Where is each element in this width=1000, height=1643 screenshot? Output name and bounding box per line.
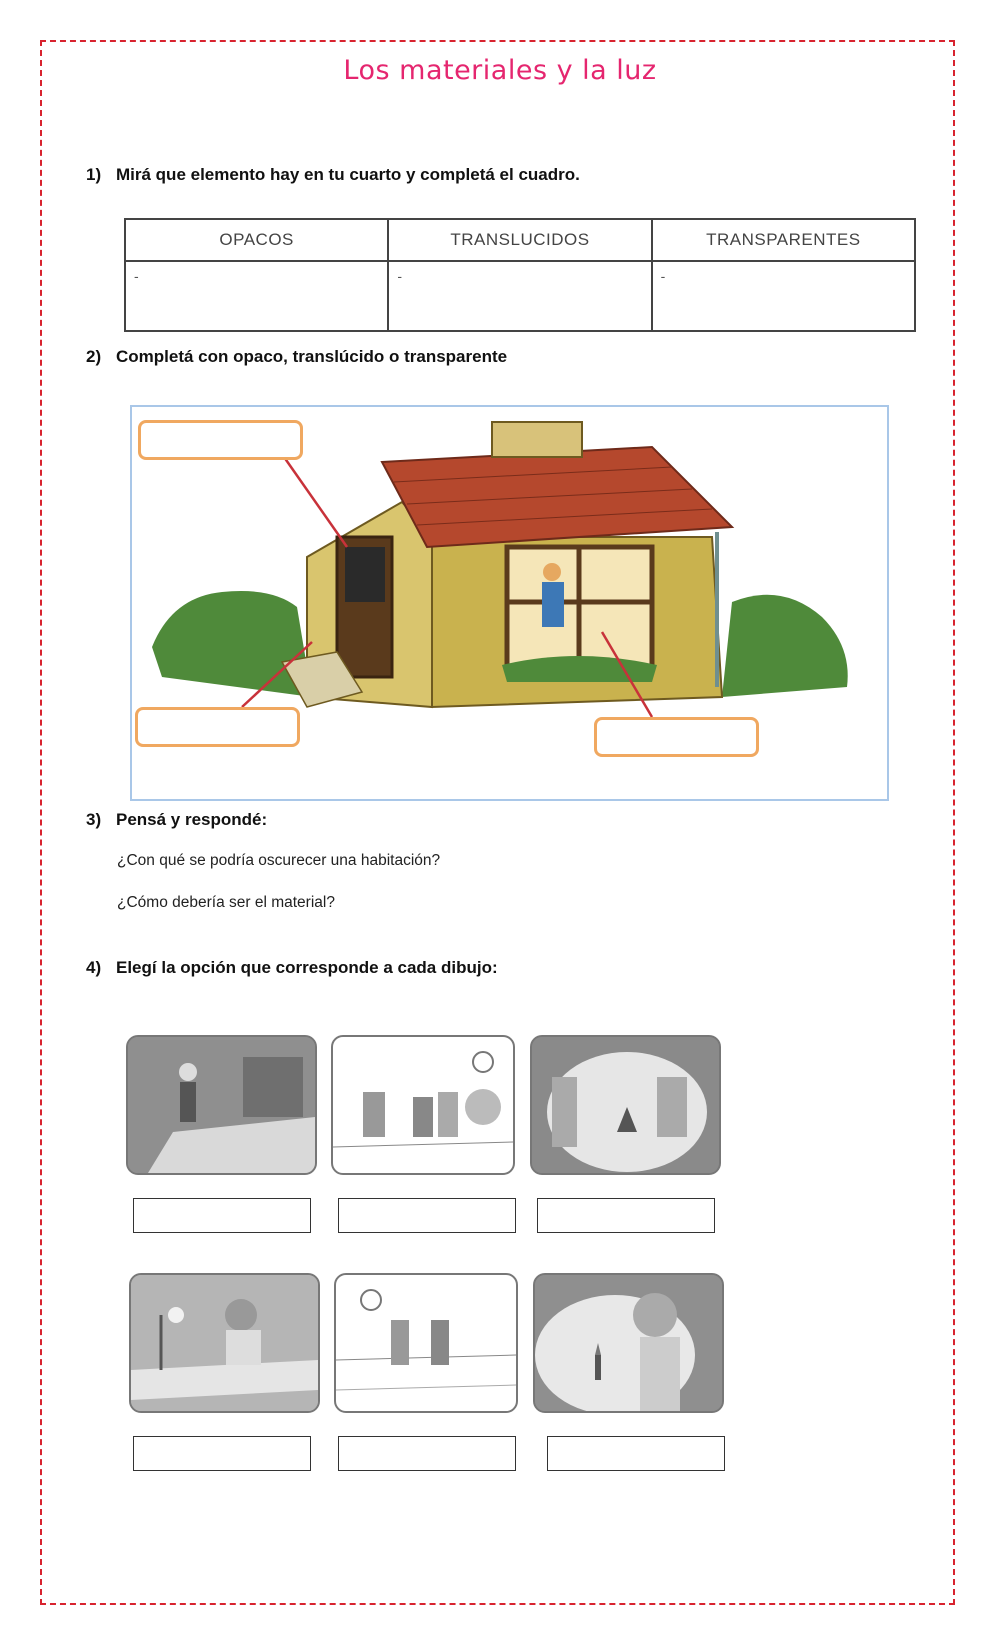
picture-beach-sun bbox=[334, 1273, 518, 1413]
question-1 bbox=[86, 165, 580, 185]
picture-desk-lamp bbox=[129, 1273, 320, 1413]
cell-opacos[interactable]: - bbox=[125, 261, 388, 331]
picture-flashlight bbox=[126, 1035, 317, 1175]
picture-candle bbox=[533, 1273, 724, 1413]
question-3-text: Pensá y respondé: bbox=[116, 810, 268, 829]
question-4-number: 4) bbox=[86, 958, 102, 977]
picture-campfire bbox=[530, 1035, 721, 1175]
answer-box-2[interactable] bbox=[338, 1198, 516, 1233]
question-3a: ¿Con qué se podría oscurecer una habitación? bbox=[117, 852, 441, 869]
answer-box-6[interactable] bbox=[547, 1436, 725, 1471]
header-translucidos: TRANSLUCIDOS bbox=[388, 219, 651, 261]
campfire-drawing bbox=[532, 1037, 719, 1173]
question-1-number: 1) bbox=[86, 165, 102, 184]
question-4 bbox=[86, 958, 498, 978]
flashlight-drawing bbox=[128, 1037, 315, 1173]
question-2 bbox=[86, 347, 507, 367]
picture-picnic-sun bbox=[331, 1035, 515, 1175]
question-3-number: 3) bbox=[86, 810, 102, 829]
desk-lamp-drawing bbox=[131, 1275, 318, 1411]
question-4-text: Elegí la opción que corresponde a cada dibujo: bbox=[116, 958, 498, 977]
classification-table bbox=[124, 218, 916, 332]
label-box-door-window[interactable] bbox=[138, 420, 303, 460]
cell-translucidos[interactable]: - bbox=[388, 261, 651, 331]
header-transparentes: TRANSPARENTES bbox=[652, 219, 915, 261]
question-1-text: Mirá que elemento hay en tu cuarto y completá el cuadro. bbox=[116, 165, 580, 184]
question-2-text: Completá con opaco, translúcido o transparente bbox=[116, 347, 508, 366]
question-3b: ¿Cómo debería ser el material? bbox=[117, 894, 335, 911]
question-3 bbox=[86, 810, 267, 830]
answer-box-4[interactable] bbox=[133, 1436, 311, 1471]
beach-drawing bbox=[336, 1275, 516, 1411]
house-illustration bbox=[130, 405, 889, 801]
answer-box-1[interactable] bbox=[133, 1198, 311, 1233]
candle-drawing bbox=[535, 1275, 722, 1411]
answer-box-5[interactable] bbox=[338, 1436, 516, 1471]
label-box-door[interactable] bbox=[135, 707, 300, 747]
page-title: Los materiales y la luz bbox=[343, 55, 657, 86]
answer-box-3[interactable] bbox=[537, 1198, 715, 1233]
header-opacos: OPACOS bbox=[125, 219, 388, 261]
picnic-drawing bbox=[333, 1037, 513, 1173]
label-box-window[interactable] bbox=[594, 717, 759, 757]
cell-transparentes[interactable]: - bbox=[652, 261, 915, 331]
question-2-number: 2) bbox=[86, 347, 102, 366]
